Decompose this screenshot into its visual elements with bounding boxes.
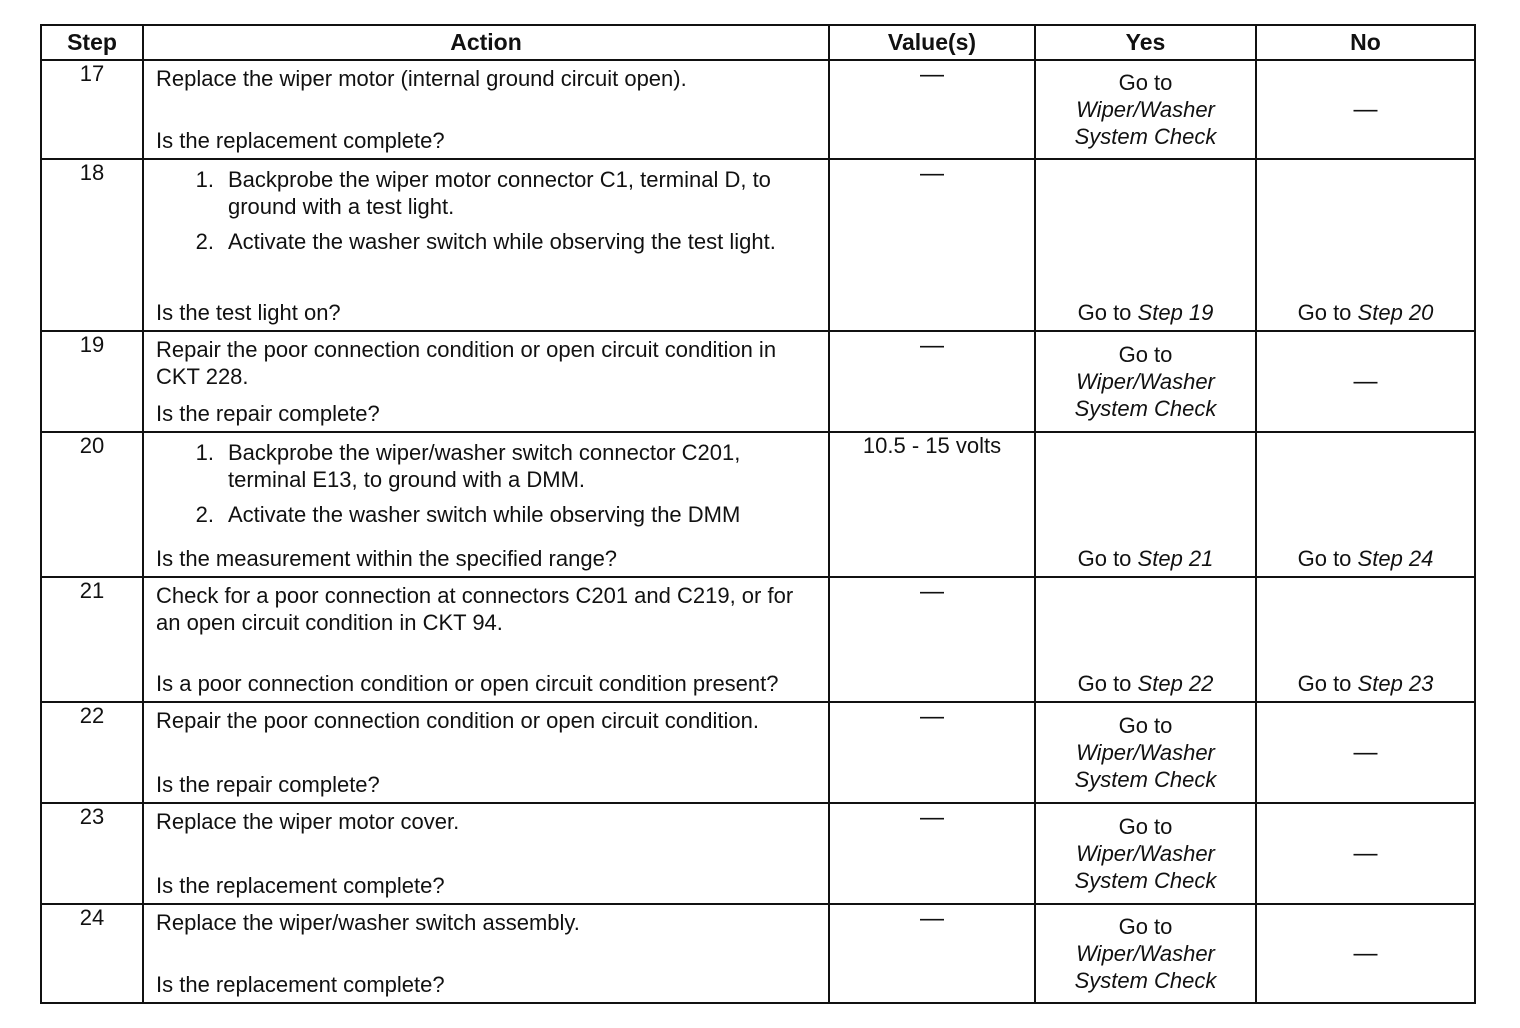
header-step: Step xyxy=(41,25,143,60)
value-cell xyxy=(829,702,1035,803)
yes-goto: Go to xyxy=(1118,914,1173,939)
header-row xyxy=(41,25,1475,60)
yes-goto: Go to xyxy=(1118,70,1173,95)
action-text: Replace the wiper motor (internal ground circuit open). xyxy=(156,66,687,91)
action-cell xyxy=(143,577,829,702)
no-cell xyxy=(1256,702,1475,803)
value-text: — xyxy=(920,804,944,831)
header-yes: Yes xyxy=(1035,25,1256,60)
yes-step-link[interactable]: Step 21 xyxy=(1137,546,1214,571)
header-action: Action xyxy=(143,25,829,60)
yes-link-line2[interactable]: System Check xyxy=(1074,396,1217,421)
list-item-number: 1. xyxy=(195,440,214,465)
yes-link-line2[interactable]: System Check xyxy=(1074,968,1217,993)
step-number: 19 xyxy=(41,331,143,432)
table-row xyxy=(41,702,1475,803)
yes-goto: Go to xyxy=(1077,300,1132,325)
no-cell xyxy=(1256,432,1475,577)
action-text: Repair the poor connection condition or open circuit condition. xyxy=(156,708,759,733)
action-cell xyxy=(143,159,829,331)
table-row xyxy=(41,803,1475,904)
table-row xyxy=(41,577,1475,702)
step-number: 18 xyxy=(41,159,143,331)
value-cell xyxy=(829,904,1035,1003)
step-number: 17 xyxy=(41,60,143,159)
action-cell xyxy=(143,702,829,803)
action-cell xyxy=(143,60,829,159)
action-question: Is the replacement complete? xyxy=(156,972,445,997)
header-values: Value(s) xyxy=(829,25,1035,60)
yes-link-line2[interactable]: System Check xyxy=(1074,767,1217,792)
no-text: — xyxy=(1353,738,1378,766)
no-step-link[interactable]: Step 23 xyxy=(1357,671,1434,696)
diagnostic-table xyxy=(40,24,1476,1004)
action-question: Is the replacement complete? xyxy=(156,873,445,898)
action-list xyxy=(156,166,816,263)
yes-link-line2[interactable]: System Check xyxy=(1074,124,1217,149)
value-text: — xyxy=(920,703,944,730)
value-cell xyxy=(829,159,1035,331)
action-question: Is a poor connection condition or open circuit condition present? xyxy=(156,671,779,696)
yes-link-line1[interactable]: Wiper/Washer xyxy=(1076,841,1215,866)
action-cell xyxy=(143,803,829,904)
no-cell xyxy=(1256,159,1475,331)
list-item xyxy=(156,228,816,255)
yes-link-line1[interactable]: Wiper/Washer xyxy=(1076,369,1215,394)
yes-cell xyxy=(1035,331,1256,432)
yes-goto: Go to xyxy=(1118,814,1173,839)
action-cell xyxy=(143,331,829,432)
list-item-text: Backprobe the wiper/washer switch connector C201, terminal E13, to ground with a DMM. xyxy=(228,440,741,492)
list-item-number: 2. xyxy=(195,502,214,527)
list-item-text: Activate the washer switch while observing the test light. xyxy=(228,229,776,254)
yes-goto: Go to xyxy=(1077,671,1132,696)
list-item-text: Backprobe the wiper motor connector C1, terminal D, to ground with a test light. xyxy=(228,167,771,219)
yes-link-line1[interactable]: Wiper/Washer xyxy=(1076,740,1215,765)
no-cell xyxy=(1256,577,1475,702)
step-number: 24 xyxy=(41,904,143,1003)
no-cell xyxy=(1256,803,1475,904)
value-cell xyxy=(829,803,1035,904)
action-text: Replace the wiper motor cover. xyxy=(156,809,460,834)
list-item xyxy=(156,501,816,528)
yes-link-line1[interactable]: Wiper/Washer xyxy=(1076,941,1215,966)
action-text: Replace the wiper/washer switch assembly. xyxy=(156,910,580,935)
yes-goto: Go to xyxy=(1118,713,1173,738)
value-text: — xyxy=(920,905,944,932)
no-goto: Go to xyxy=(1297,546,1352,571)
step-number: 21 xyxy=(41,577,143,702)
no-goto: Go to xyxy=(1297,300,1352,325)
yes-goto: Go to xyxy=(1077,546,1132,571)
yes-step-link[interactable]: Step 22 xyxy=(1137,671,1214,696)
value-text: 10.5 - 15 volts xyxy=(862,433,1002,458)
no-text: — xyxy=(1353,367,1378,395)
action-question: Is the repair complete? xyxy=(156,401,380,426)
list-item xyxy=(156,166,816,220)
action-question: Is the measurement within the specified range? xyxy=(156,546,618,571)
yes-cell xyxy=(1035,803,1256,904)
action-question: Is the replacement complete? xyxy=(156,128,445,153)
table-row xyxy=(41,432,1475,577)
no-text: — xyxy=(1353,839,1378,867)
no-cell xyxy=(1256,331,1475,432)
value-cell xyxy=(829,577,1035,702)
no-step-link[interactable]: Step 20 xyxy=(1357,300,1434,325)
table-row xyxy=(41,159,1475,331)
table-row xyxy=(41,60,1475,159)
yes-goto: Go to xyxy=(1118,342,1173,367)
table-row xyxy=(41,331,1475,432)
yes-cell xyxy=(1035,577,1256,702)
list-item-number: 2. xyxy=(195,229,214,254)
value-text: — xyxy=(920,61,944,88)
yes-cell xyxy=(1035,904,1256,1003)
action-text: Check for a poor connection at connectors C201 and C219, or for an open circuit condition in CKT 94. xyxy=(156,583,794,635)
value-text: — xyxy=(920,160,944,187)
no-goto: Go to xyxy=(1297,671,1352,696)
action-text: Repair the poor connection condition or open circuit condition in CKT 228. xyxy=(156,337,777,389)
action-cell xyxy=(143,904,829,1003)
value-cell xyxy=(829,60,1035,159)
no-step-link[interactable]: Step 24 xyxy=(1357,546,1434,571)
action-list xyxy=(156,439,816,536)
step-number: 20 xyxy=(41,432,143,577)
yes-link-line1[interactable]: Wiper/Washer xyxy=(1076,97,1215,122)
list-item-text: Activate the washer switch while observing the DMM xyxy=(228,502,741,527)
step-number: 22 xyxy=(41,702,143,803)
value-cell xyxy=(829,331,1035,432)
value-text: — xyxy=(920,332,944,359)
list-item xyxy=(156,439,816,493)
no-cell xyxy=(1256,60,1475,159)
no-text: — xyxy=(1353,95,1378,123)
table-row xyxy=(41,904,1475,1003)
no-cell xyxy=(1256,904,1475,1003)
yes-step-link[interactable]: Step 19 xyxy=(1137,300,1214,325)
yes-link-line2[interactable]: System Check xyxy=(1074,868,1217,893)
header-no: No xyxy=(1256,25,1475,60)
yes-cell xyxy=(1035,159,1256,331)
step-number: 23 xyxy=(41,803,143,904)
action-cell xyxy=(143,432,829,577)
yes-cell xyxy=(1035,432,1256,577)
no-text: — xyxy=(1353,939,1378,967)
value-cell xyxy=(829,432,1035,577)
yes-cell xyxy=(1035,702,1256,803)
action-question: Is the test light on? xyxy=(156,300,341,325)
list-item-number: 1. xyxy=(195,167,214,192)
value-text: — xyxy=(920,578,944,605)
action-question: Is the repair complete? xyxy=(156,772,380,797)
yes-cell xyxy=(1035,60,1256,159)
